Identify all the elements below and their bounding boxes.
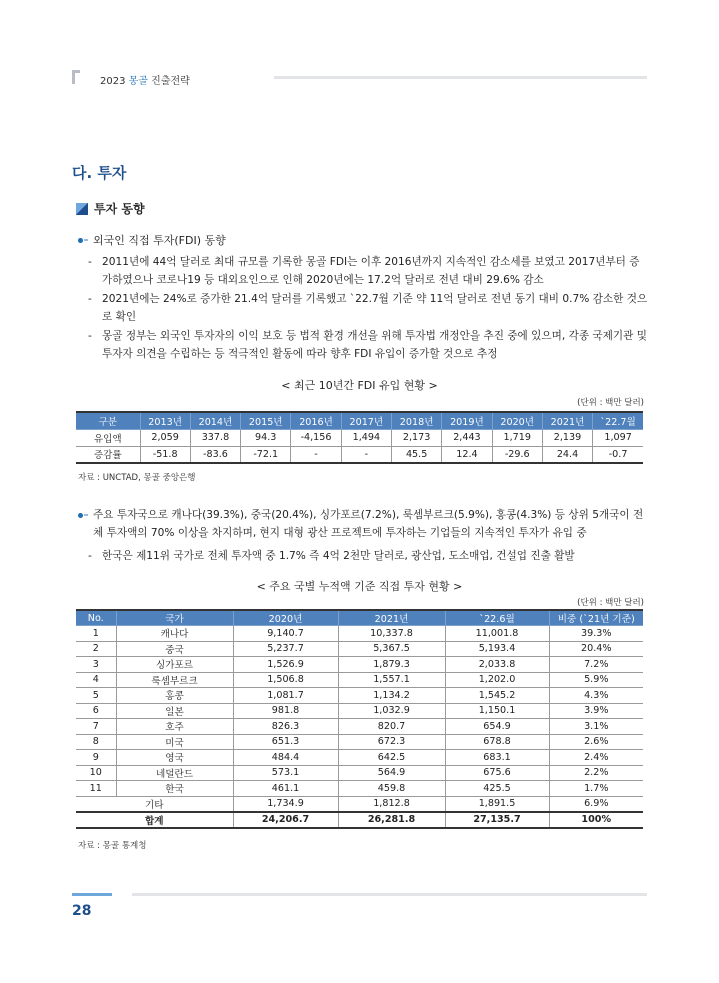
table-cell: 1,719 [492, 429, 542, 446]
table-cell: 675.6 [445, 765, 549, 781]
dash-item [88, 290, 648, 326]
table-cell: -4,156 [291, 429, 341, 446]
table-cell: -0.7 [593, 446, 643, 463]
table-cell: 484.4 [233, 750, 338, 766]
table-cell: 한국 [116, 781, 233, 797]
table-cell: 10 [76, 765, 116, 781]
section-title: 다. 투자 [72, 164, 127, 182]
footer-accent-bar [72, 893, 112, 896]
table-cell: 8 [76, 734, 116, 750]
table-cell: 5 [76, 688, 116, 704]
bullet-text: 주요 투자국으로 캐나다(39.3%), 중국(20.4%), 싱가포르(7.2%), 룩셈부르크(5.9%), 홍콩(4.3%) 등 상위 5개국이 전체 투자액의 70% 이상을 차지하며, 현지 대형 광산 프로젝트에 투자하는 기업들의 지속적인 투자가 유입 중 [93, 509, 644, 539]
table-header-cell: 2018년 [391, 412, 441, 429]
header-bracket-decoration [72, 70, 80, 84]
table-header-cell: 2021년 [542, 412, 592, 429]
table-cell: 3.1% [549, 719, 643, 735]
dash-marker: - [88, 256, 92, 268]
table-cell: 11,001.8 [445, 626, 549, 642]
table-cell: 9 [76, 750, 116, 766]
dash-item [88, 327, 648, 363]
table2-unit: (단위 : 백만 달러) [577, 598, 644, 608]
table-header-cell: 2021년 [338, 610, 445, 626]
table-cell: 9,140.7 [233, 626, 338, 642]
table-cell: 1,032.9 [338, 703, 445, 719]
table-cell: 461.1 [233, 781, 338, 797]
table-cell: 1,545.2 [445, 688, 549, 704]
table-row [76, 734, 643, 750]
table-cell: 6.9% [549, 796, 643, 812]
table-cell: 672.3 [338, 734, 445, 750]
table-cell: 27,135.7 [445, 812, 549, 828]
table-cell: 1,879.3 [338, 657, 445, 673]
table-row [76, 765, 643, 781]
sub-heading-text: 투자 동향 [94, 202, 145, 216]
dash-text: 2021년에는 24%로 증가한 21.4억 달러를 기록했고 `22.7월 기준 약 11억 달러로 전년 동기 대비 0.7% 감소한 것으로 확인 [102, 293, 648, 323]
table-row [76, 796, 643, 812]
table-cell: 기타 [76, 796, 233, 812]
table-row [76, 719, 643, 735]
fdi-by-country-table [76, 609, 643, 829]
table-row [76, 672, 643, 688]
table-cell: 1,202.0 [445, 672, 549, 688]
table-cell: 2.2% [549, 765, 643, 781]
table-header-cell: 2020년 [233, 610, 338, 626]
dash-marker: - [88, 550, 92, 562]
table-cell: 4.3% [549, 688, 643, 704]
table1-unit: (단위 : 백만 달러) [577, 398, 644, 408]
table-cell: 5,367.5 [338, 641, 445, 657]
table-cell: 3.9% [549, 703, 643, 719]
table-cell: 1,494 [341, 429, 391, 446]
table-header-cell: 2015년 [241, 412, 291, 429]
table-cell: 11 [76, 781, 116, 797]
table-cell: -51.8 [140, 446, 190, 463]
table-cell: 홍콩 [116, 688, 233, 704]
table-row [76, 626, 643, 642]
table-header-row [76, 610, 643, 626]
table-header-cell: 비중 (`21년 기준) [549, 610, 643, 626]
table-row [76, 429, 643, 446]
dash-item [88, 547, 648, 565]
table-header-cell: 2016년 [291, 412, 341, 429]
table-cell: 10,337.8 [338, 626, 445, 642]
table-cell: 합계 [76, 812, 233, 828]
table-cell: 24,206.7 [233, 812, 338, 828]
table-cell: 26,281.8 [338, 812, 445, 828]
table-cell: 1,812.8 [338, 796, 445, 812]
table-header-cell: 2017년 [341, 412, 391, 429]
table-cell: 564.9 [338, 765, 445, 781]
table-cell: 573.1 [233, 765, 338, 781]
table-cell: 94.3 [241, 429, 291, 446]
table-cell: 캐나다 [116, 626, 233, 642]
table-cell: -29.6 [492, 446, 542, 463]
table-row [76, 641, 643, 657]
sub-heading [76, 200, 145, 217]
table-cell: 981.8 [233, 703, 338, 719]
dash-marker: - [88, 330, 92, 342]
table-cell: 12.4 [442, 446, 492, 463]
table-cell: 1,134.2 [338, 688, 445, 704]
table-cell: 5,237.7 [233, 641, 338, 657]
table-cell: 중국 [116, 641, 233, 657]
table-cell: 4 [76, 672, 116, 688]
dash-marker: - [88, 293, 92, 305]
table-cell: 일본 [116, 703, 233, 719]
table1-source: 자료 : UNCTAD, 몽골 중앙은행 [78, 473, 196, 483]
table2-title: < 주요 국별 누적액 기준 직접 투자 현황 > [256, 580, 463, 593]
dash-text: 몽골 정부는 외국인 투자자의 이익 보호 등 법적 환경 개선을 위해 투자법 개정안을 추진 중에 있으며, 각종 국제기관 및 투자자 의견을 수립하는 등 적극적인 활동에 따라 향후 FDI 유입이 증가할 것으로 추정 [102, 330, 647, 360]
table-cell: 룩셈부르크 [116, 672, 233, 688]
table-cell: 45.5 [391, 446, 441, 463]
table-cell: 1,526.9 [233, 657, 338, 673]
table-cell: 2,173 [391, 429, 441, 446]
table-cell: 678.8 [445, 734, 549, 750]
table-cell: 1 [76, 626, 116, 642]
table-cell: 20.4% [549, 641, 643, 657]
bullet-fdi-trend [78, 232, 226, 248]
table-cell: 7.2% [549, 657, 643, 673]
table-cell: 1,150.1 [445, 703, 549, 719]
table-cell: - [291, 446, 341, 463]
table-cell: 1.7% [549, 781, 643, 797]
bullet-major-investors [78, 506, 648, 542]
table-total-row [76, 812, 643, 828]
table-cell: 2,139 [542, 429, 592, 446]
table-cell: 1,734.9 [233, 796, 338, 812]
table1-title: < 최근 10년간 FDI 유입 현황 > [281, 379, 438, 392]
table-cell: 1,097 [593, 429, 643, 446]
table-header-row [76, 412, 643, 429]
bullet-text: 외국인 직접 투자(FDI) 동향 [93, 234, 226, 247]
table2-source: 자료 : 몽골 통계청 [78, 841, 147, 851]
table-cell: 2,059 [140, 429, 190, 446]
table-cell: 2,033.8 [445, 657, 549, 673]
table-cell: 826.3 [233, 719, 338, 735]
table-cell: 100% [549, 812, 643, 828]
square-bullet-icon [76, 203, 88, 215]
table-row [76, 781, 643, 797]
table-cell: 5,193.4 [445, 641, 549, 657]
header-divider [274, 76, 647, 79]
fdi-inflow-table [76, 411, 643, 464]
table-row [76, 657, 643, 673]
table-row [76, 750, 643, 766]
circle-bullet-icon [78, 510, 88, 520]
table-header-cell: 2013년 [140, 412, 190, 429]
dash-text: 한국은 제11위 국가로 전체 투자액 중 1.7% 즉 4억 2천만 달러로, 광산업, 도소매업, 건설업 진출 활발 [102, 550, 575, 562]
table-header-cell: `22.7월 [593, 412, 643, 429]
table-cell: 654.9 [445, 719, 549, 735]
table-header-cell: `22.6월 [445, 610, 549, 626]
table-row [76, 446, 643, 463]
table-cell: 증감률 [76, 446, 140, 463]
table-cell: 683.1 [445, 750, 549, 766]
table-row [76, 688, 643, 704]
header-suffix: 진출전략 [151, 76, 190, 87]
table-header-cell: 구분 [76, 412, 140, 429]
dash-item [88, 253, 648, 289]
table-cell: -83.6 [190, 446, 240, 463]
table-cell: - [341, 446, 391, 463]
table-cell: 1,891.5 [445, 796, 549, 812]
table-cell: 1,557.1 [338, 672, 445, 688]
table-cell: 642.5 [338, 750, 445, 766]
footer-divider [132, 893, 647, 896]
table-cell: 24.4 [542, 446, 592, 463]
dash-text: 2011년에 44억 달러로 최대 규모를 기록한 몽골 FDI는 이후 2016년까지 지속적인 감소세를 보였고 2017년부터 증가하였으나 코로나19 등 대외요인으로 인해 2020년에는 17.2억 달러로 전년 대비 29.6% 감소 [102, 256, 640, 286]
table-header-cell: 국가 [116, 610, 233, 626]
table-cell: 6 [76, 703, 116, 719]
table-cell: 2,443 [442, 429, 492, 446]
table-cell: 2.4% [549, 750, 643, 766]
table-cell: 3 [76, 657, 116, 673]
table-cell: 459.8 [338, 781, 445, 797]
table-cell: 39.3% [549, 626, 643, 642]
table-cell: 337.8 [190, 429, 240, 446]
table-cell: 미국 [116, 734, 233, 750]
header-title [100, 72, 190, 87]
table-cell: 425.5 [445, 781, 549, 797]
table-cell: 651.3 [233, 734, 338, 750]
table-cell: 네덜란드 [116, 765, 233, 781]
page-number: 28 [72, 903, 92, 919]
header-country: 몽골 [128, 76, 148, 87]
table-cell: -72.1 [241, 446, 291, 463]
running-header [72, 70, 647, 90]
table-cell: 7 [76, 719, 116, 735]
table-cell: 1,081.7 [233, 688, 338, 704]
table-cell: 1,506.8 [233, 672, 338, 688]
table-header-cell: 2014년 [190, 412, 240, 429]
table-header-cell: No. [76, 610, 116, 626]
table-cell: 2.6% [549, 734, 643, 750]
table-header-cell: 2019년 [442, 412, 492, 429]
table-cell: 820.7 [338, 719, 445, 735]
circle-bullet-icon [78, 235, 88, 245]
table-header-cell: 2020년 [492, 412, 542, 429]
table-row [76, 703, 643, 719]
table-cell: 5.9% [549, 672, 643, 688]
header-year: 2023 [100, 76, 126, 87]
table-cell: 유입액 [76, 429, 140, 446]
table-cell: 싱가포르 [116, 657, 233, 673]
table-cell: 영국 [116, 750, 233, 766]
table-cell: 2 [76, 641, 116, 657]
table-cell: 호주 [116, 719, 233, 735]
